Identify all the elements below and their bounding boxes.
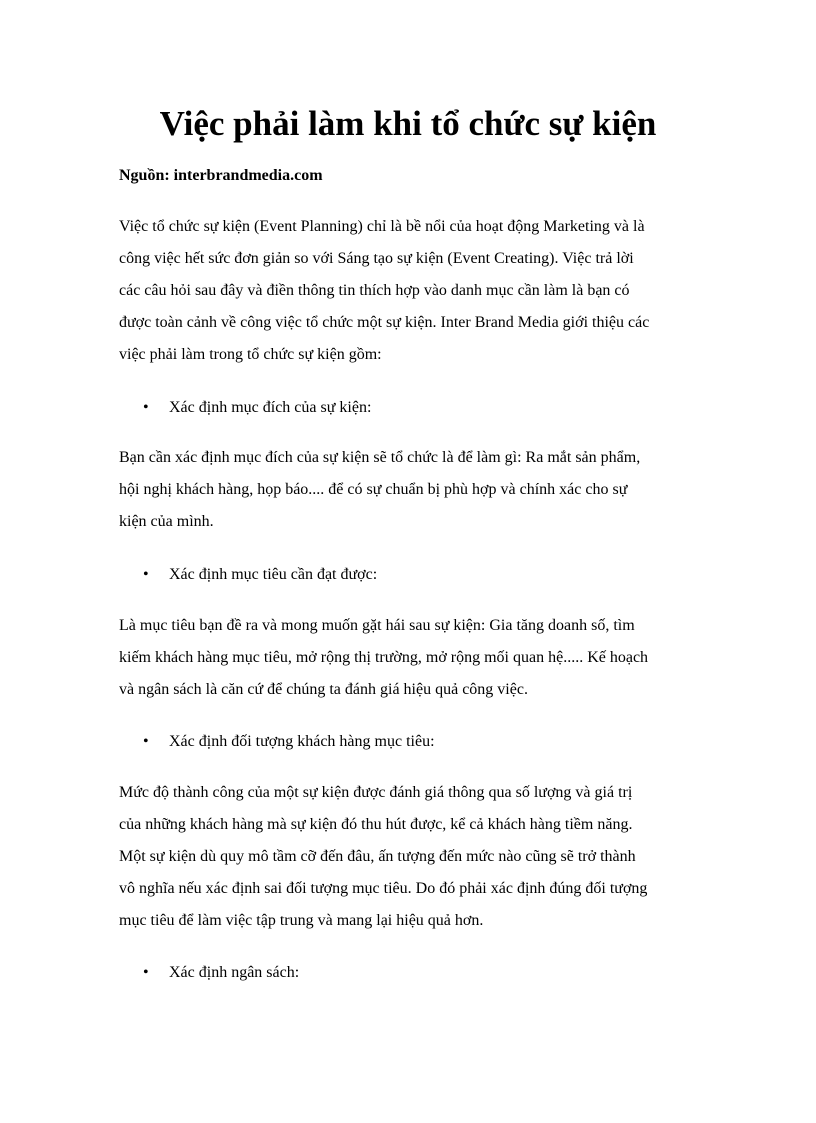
bullet-icon: •	[143, 399, 149, 416]
section-paragraph-goals	[119, 610, 709, 706]
paragraph-line: kiện của mình.	[119, 513, 214, 530]
bullet-item-label: Xác định đối tượng khách hàng mục tiêu:	[169, 733, 435, 750]
bullet-item-goals	[143, 563, 377, 587]
paragraph-line: hội nghị khách hàng, họp báo.... để có sự chuẩn bị phù hợp và chính xác cho sự	[119, 481, 628, 498]
bullet-icon: •	[143, 566, 149, 583]
paragraph-line: vô nghĩa nếu xác định sai đối tượng mục tiêu. Do đó phải xác định đúng đối tượng	[119, 880, 648, 897]
bullet-icon: •	[143, 964, 149, 981]
bullet-item-label: Xác định ngân sách:	[169, 964, 300, 981]
paragraph-line: kiếm khách hàng mục tiêu, mở rộng thị trường, mở rộng mối quan hệ..... Kế hoạch	[119, 649, 649, 666]
paragraph-line: Là mục tiêu bạn đề ra và mong muốn gặt hái sau sự kiện: Gia tăng doanh số, tìm	[119, 617, 635, 634]
intro-paragraph	[119, 211, 709, 371]
paragraph-line: việc phải làm trong tổ chức sự kiện gồm:	[119, 346, 382, 363]
bullet-item-audience	[143, 730, 435, 754]
section-paragraph-purpose	[119, 442, 709, 538]
bullet-item-label: Xác định mục tiêu cần đạt được:	[169, 566, 378, 583]
paragraph-line: Một sự kiện dù quy mô tầm cỡ đến đâu, ấn tượng đến mức nào cũng sẽ trở thành	[119, 848, 636, 865]
bullet-icon: •	[143, 733, 149, 750]
paragraph-line: được toàn cảnh về công việc tổ chức một sự kiện. Inter Brand Media giới thiệu các	[119, 314, 650, 331]
bullet-item-label: Xác định mục đích của sự kiện:	[169, 399, 372, 416]
source-line: Nguồn: interbrandmedia.com	[119, 167, 323, 184]
document-title: Việc phải làm khi tổ chức sự kiện	[159, 104, 657, 143]
section-paragraph-audience	[119, 777, 709, 937]
paragraph-line: mục tiêu để làm việc tập trung và mang lại hiệu quả hơn.	[119, 912, 484, 929]
paragraph-line: Việc tổ chức sự kiện (Event Planning) chỉ là bề nổi của hoạt động Marketing và là	[119, 218, 645, 235]
bullet-item-budget	[143, 961, 299, 985]
paragraph-line: các câu hỏi sau đây và điền thông tin thích hợp vào danh mục cần làm là bạn có	[119, 282, 630, 299]
paragraph-line: của những khách hàng mà sự kiện đó thu hút được, kể cả khách hàng tiềm năng.	[119, 816, 633, 833]
paragraph-line: Mức độ thành công của một sự kiện được đánh giá thông qua số lượng và giá trị	[119, 784, 633, 801]
paragraph-line: công việc hết sức đơn giản so với Sáng tạo sự kiện (Event Creating). Việc trả lời	[119, 250, 634, 267]
paragraph-line: và ngân sách là căn cứ để chúng ta đánh giá hiệu quả công việc.	[119, 681, 528, 698]
paragraph-line: Bạn cần xác định mục đích của sự kiện sẽ tổ chức là để làm gì: Ra mắt sản phẩm,	[119, 449, 641, 466]
bullet-item-purpose	[143, 396, 371, 420]
